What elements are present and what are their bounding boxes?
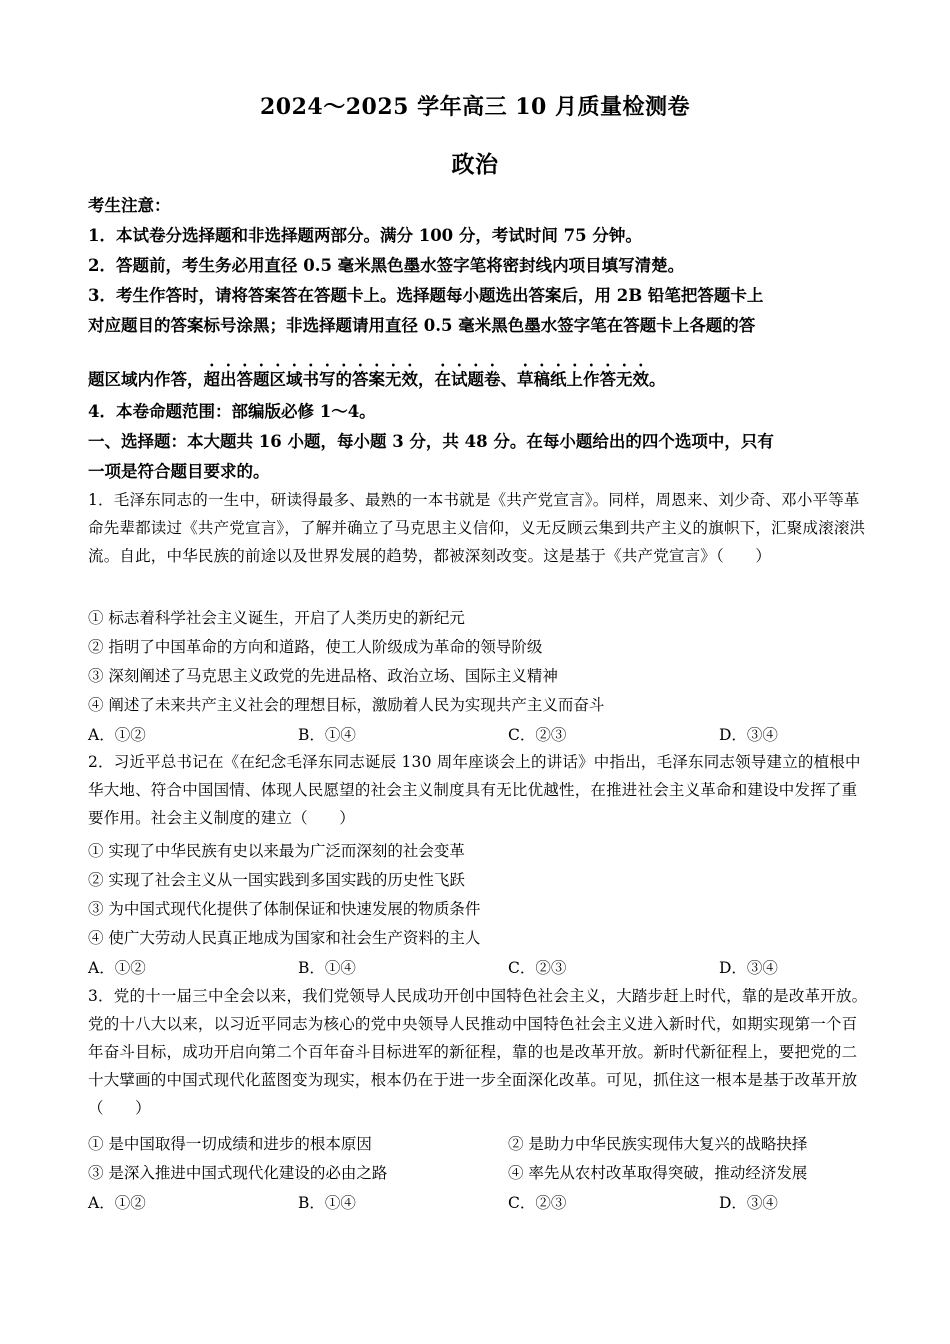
notice-text: 、 (500, 370, 517, 389)
notice-item-3-line-1: 3．考生作答时，请将答案答在答题卡上。选择题每小题选出答案后，用 2B 铅笔把答题卡上 (88, 286, 764, 305)
emphasized-text: 在试题卷 (434, 370, 501, 389)
question-1-stem: 1．毛泽东同志的一生中，研读得最多、最熟的一本书就是《共产党宣言》。同样，周恩来、刘少奇、邓小平等革命先辈都读过《共产党宣言》，了解并确立了马克思主义信仰，义无反顾云集到共产主义的旗帜下，汇聚成滚滚洪流。自此，中华民族的前途以及世界发展的趋势，都被深刻改变。这是基于《共产党宣言》（ ） (88, 491, 866, 565)
question-3-stem: 3．党的十一届三中全会以来，我们党领导人民成功开创中国特色社会主义，大踏步赶上时代，靠的是改革开放。党的十八大以来，以习近平同志为核心的党中央领导人民推动中国特色社会主义进入新时代，如期实现第一个百年奋斗目标，成功开启向第二个百年奋斗目标进军的新征程，靠的也是改革开放。新时代新征程上，要把党的二十大擘画的中国式现代化蓝图变为现实，根本仍在于进一步全面深化改革。可见，抓住这一根本是基于改革开放（ ） (88, 987, 868, 1117)
notice-item-4: 4．本卷命题范围：部编版必修 1～4。 (88, 402, 376, 421)
question-3-item-3: ③ 是深入推进中国式现代化建设的必由之路 (88, 1164, 388, 1182)
question-3-item-1: ① 是中国取得一切成绩和进步的根本原因 (88, 1135, 372, 1153)
section-heading-line-1: 一、选择题：本大题共 16 小题，每小题 3 分，共 48 分。在每小题给出的四个选项中，只有 (88, 432, 774, 451)
choice-a[interactable]: A．①② (88, 726, 146, 744)
question-1-choices (88, 723, 868, 745)
notice-item-2: 2．答题前，考生务必用直径 0.5 毫米黑色墨水签字笔将密封线内项目填写清楚。 (88, 256, 685, 275)
choice-a[interactable]: A．①② (88, 1194, 146, 1212)
question-2-item-3: ③ 为中国式现代化提供了体制保证和快速发展的物质条件 (88, 900, 481, 918)
notice-heading: 考生注意： (88, 196, 171, 215)
choice-b[interactable]: B．①④ (298, 1194, 356, 1212)
choice-c[interactable]: C．②③ (508, 726, 567, 744)
choice-d[interactable]: D．③④ (719, 959, 778, 977)
notice-item-3-line-3 (88, 360, 868, 392)
question-2-stem: 2．习近平总书记在《在纪念毛泽东同志诞辰 130 周年座谈会上的讲话》中指出，毛泽东同志领导建立的植根中华大地、符合中国国情、体现人民愿望的社会主义制度具有无比优越性，在推进社会主义革命和建设中发挥了重要作用。社会主义制度的建立（ ） (88, 753, 861, 827)
choice-a[interactable]: A．①② (88, 959, 146, 977)
question-1-item-3: ③ 深刻阐述了马克思主义政党的先进品格、政治立场、国际主义精神 (88, 667, 558, 685)
question-2-item-1: ① 实现了中华民族有史以来最为广泛而深刻的社会变革 (88, 842, 465, 860)
question-1-item-4: ④ 阐述了未来共产主义社会的理想目标，激励着人民为实现共产主义而奋斗 (88, 696, 605, 714)
question-2-item-4: ④ 使广大劳动人民真正地成为国家和社会生产资料的主人 (88, 929, 481, 947)
notice-text: ， (418, 370, 435, 389)
question-3-item-2: ② 是助力中华民族实现伟大复兴的战略抉择 (508, 1135, 808, 1153)
notice-item-3-line-2: 对应题目的答案标号涂黑；非选择题请用直径 0.5 毫米黑色墨水签字笔在答题卡上各题的答 (88, 316, 756, 335)
notice-text: 题区域内作答， (88, 370, 204, 389)
choice-d[interactable]: D．③④ (719, 1194, 778, 1212)
emphasized-text: 超出答题区域书写的答案无效 (203, 370, 418, 389)
notice-item-1: 1．本试卷分选择题和非选择题两部分。满分 100 分，考试时间 75 分钟。 (88, 226, 642, 245)
question-1-item-1: ① 标志着科学社会主义诞生，开启了人类历史的新纪元 (88, 609, 465, 627)
choice-d[interactable]: D．③④ (719, 726, 778, 744)
question-3-item-4: ④ 率先从农村改革取得突破，推动经济发展 (508, 1164, 808, 1182)
choice-c[interactable]: C．②③ (508, 959, 567, 977)
question-2-item-2: ② 实现了社会主义从一国实践到多国实践的历史性飞跃 (88, 871, 465, 889)
emphasized-text: 草稿纸上作答无效 (517, 370, 649, 389)
question-2-choices (88, 956, 868, 978)
question-1-item-2: ② 指明了中国革命的方向和道路，使工人阶级成为革命的领导阶级 (88, 638, 543, 656)
section-heading-line-2: 一项是符合题目要求的。 (88, 462, 270, 481)
subject-title: 政治 (451, 151, 499, 178)
question-3-choices (88, 1191, 868, 1213)
choice-b[interactable]: B．①④ (298, 959, 356, 977)
notice-text: 。 (649, 370, 666, 389)
choice-c[interactable]: C．②③ (508, 1194, 567, 1212)
exam-title: 2024～2025 学年高三 10 月质量检测卷 (259, 94, 691, 120)
choice-b[interactable]: B．①④ (298, 726, 356, 744)
